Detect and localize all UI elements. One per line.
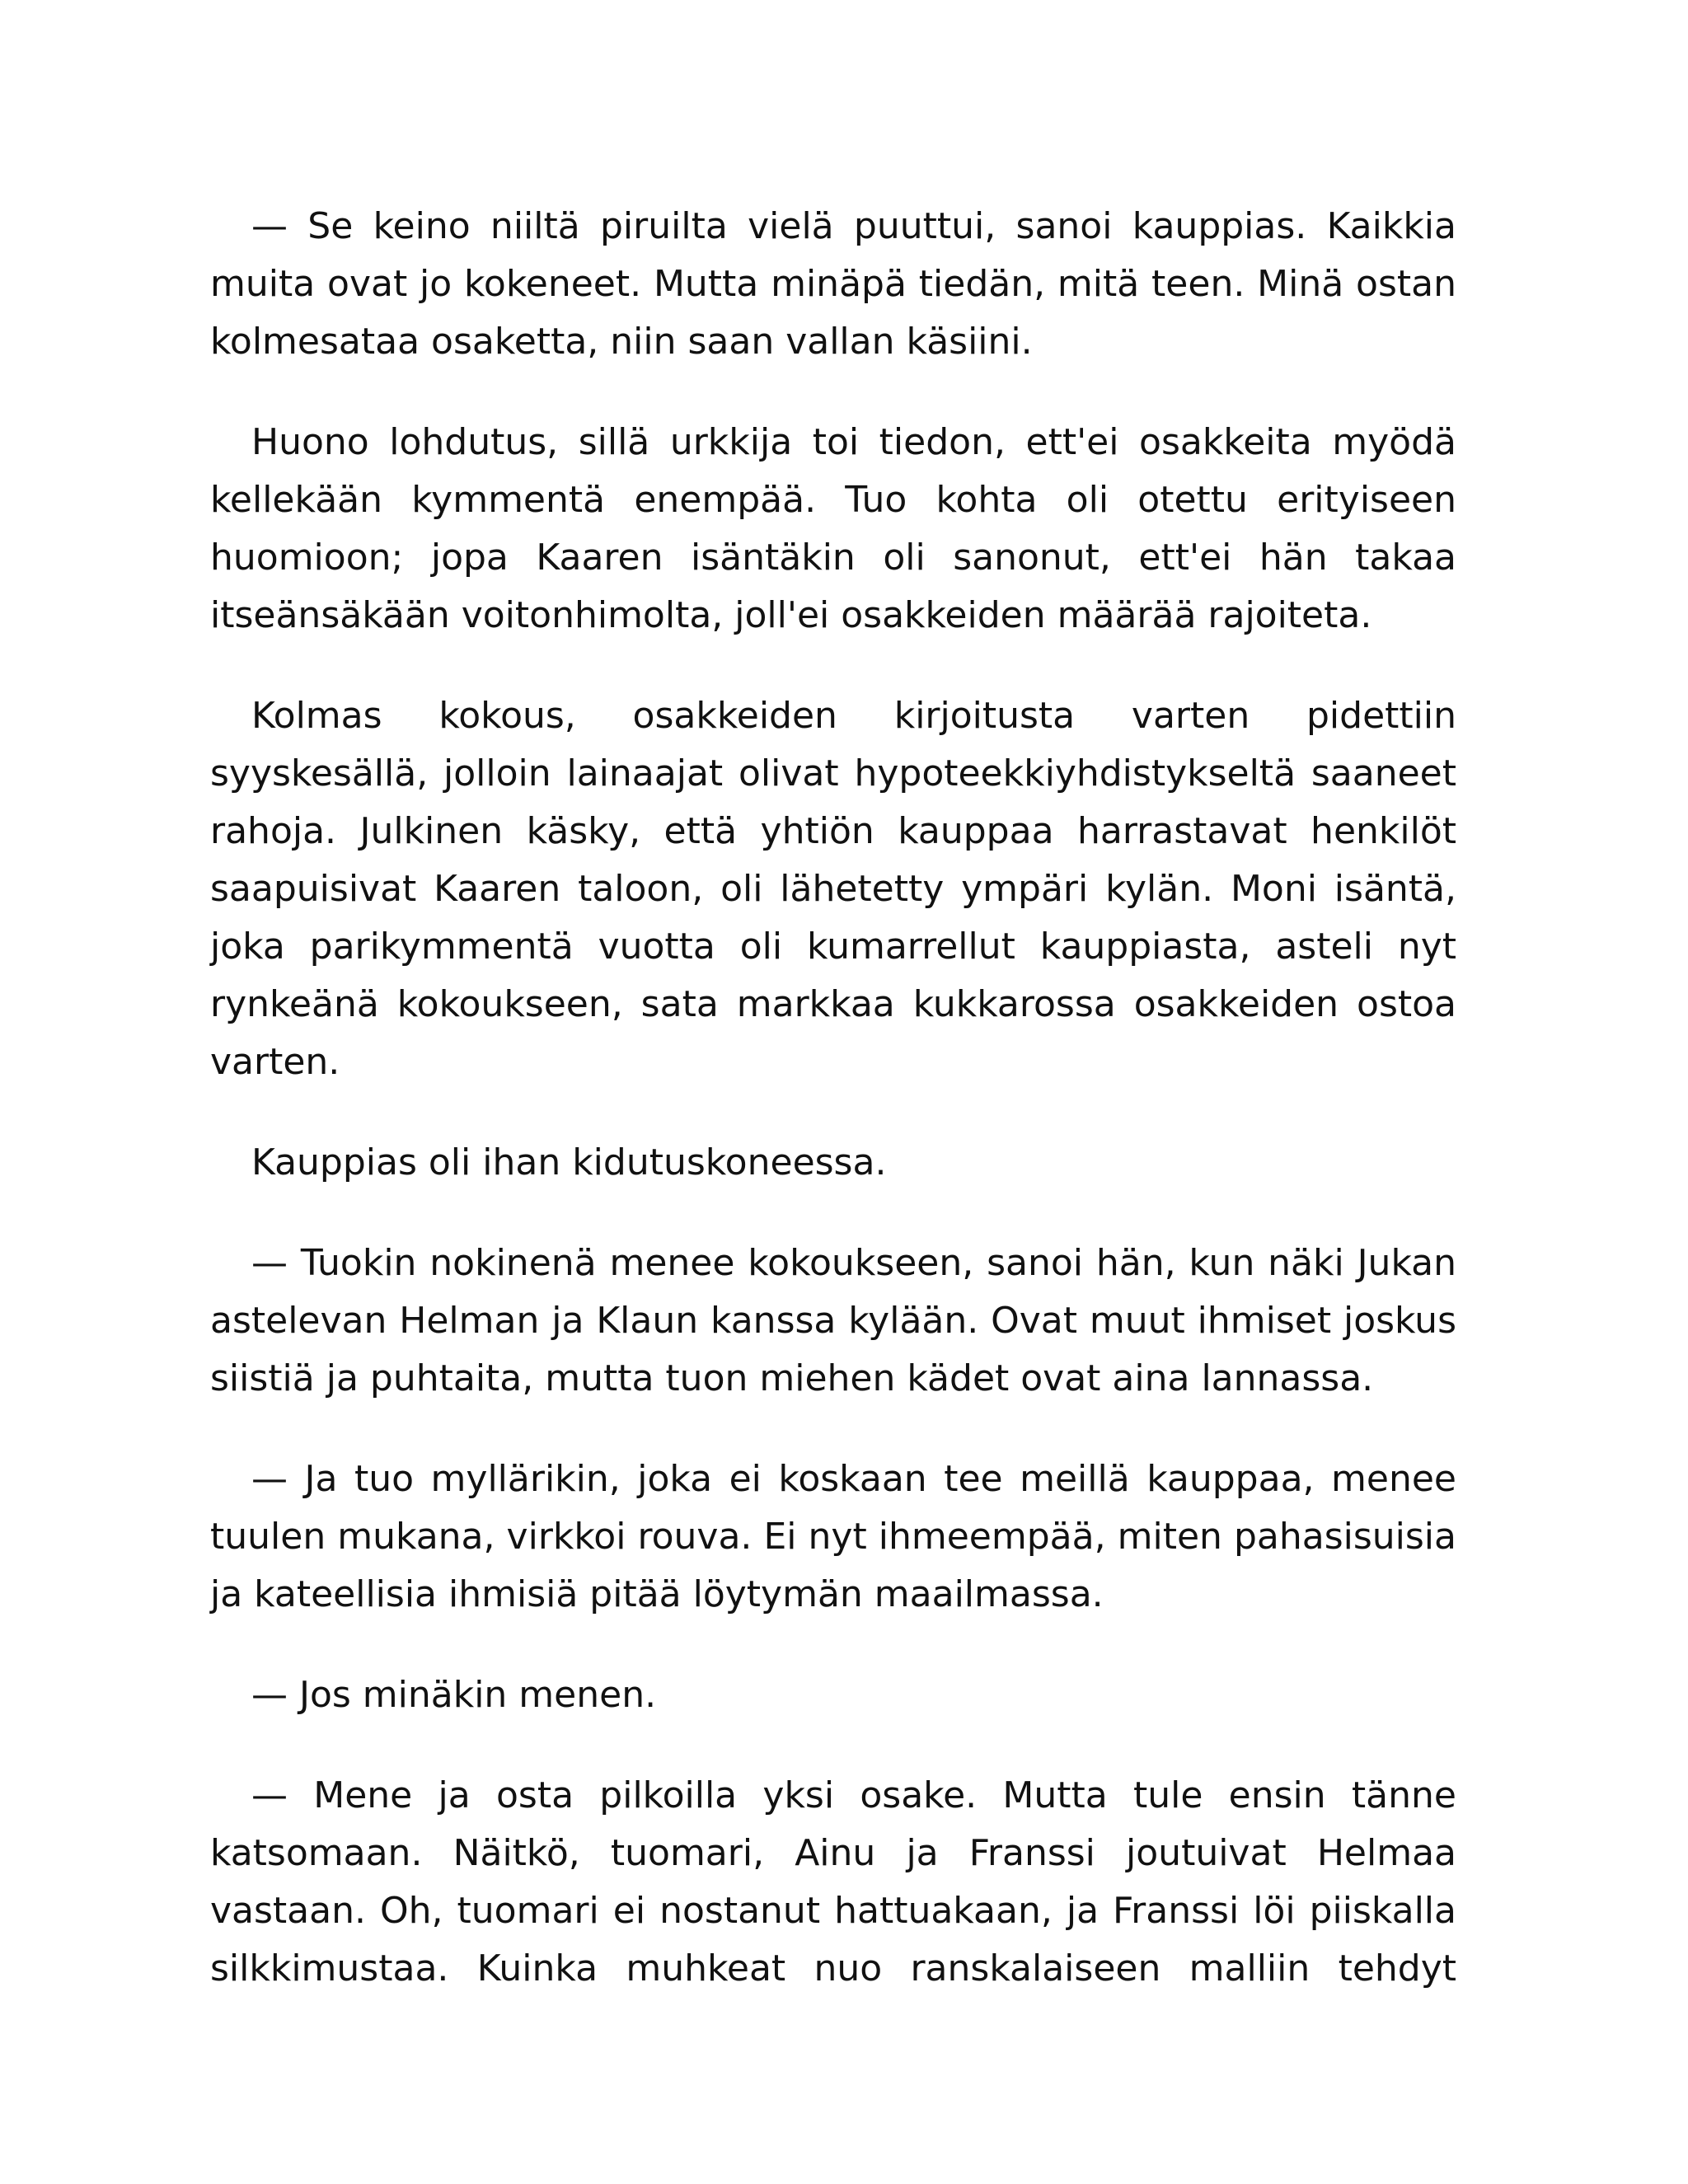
- paragraph-4: Kauppias oli ihan kidutuskoneessa.: [251, 1141, 887, 1183]
- document-page: [210, 198, 1456, 1998]
- paragraph-7: — Jos minäkin menen.: [251, 1674, 657, 1716]
- paragraph-5: — Tuokin nokinenä menee kokoukseen, sanoi hän, kun näki Jukan astelevan Helman ja Klaun kanssa kylään. Ovat muut ihmiset joskus siistiä ja puhtaita, mutta tuon miehen kädet ovat aina lannassa.: [210, 1242, 1456, 1399]
- paragraph-6: — Ja tuo myllärikin, joka ei koskaan tee meillä kauppaa, menee tuulen mukana, virkkoi rouva. Ei nyt ihmeempää, miten pahasisuisia ja kateellisia ihmisiä pitää löytymän maailmassa.: [210, 1458, 1456, 1615]
- paragraph-3: Kolmas kokous, osakkeiden kirjoitusta varten pidettiin syyskesällä, jolloin lainaajat olivat hypoteekkiyhdistykseltä saaneet rahoja. Julkinen käsky, että yhtiön kauppaa harrastavat henkilöt saapuisivat Kaaren taloon, oli lähetetty ympäri kylän. Moni isäntä, joka parikymmentä vuotta oli kumarrellut kauppiasta, asteli nyt rynkeänä kokoukseen, sata markkaa kukkarossa osakkeiden ostoa varten.: [210, 695, 1456, 1083]
- paragraph-2: Huono lohdutus, sillä urkkija toi tiedon, ett'ei osakkeita myödä kellekään kymmentä enempää. Tuo kohta oli otettu erityiseen huomioon; jopa Kaaren isäntäkin oli sanonut, ett'ei hän takaa itseänsäkään voitonhimolta, joll'ei osakkeiden määrää rajoiteta.: [210, 421, 1456, 636]
- paragraph-1: — Se keino niiltä piruilta vielä puuttui, sanoi kauppias. Kaikkia muita ovat jo kokeneet. Mutta minäpä tiedän, mitä teen. Minä ostan kolmesataa osaketta, niin saan vallan käsiini.: [210, 205, 1456, 363]
- paragraph-8: — Mene ja osta pilkoilla yksi osake. Mutta tule ensin tänne katsomaan. Näitkö, tuomari, Ainu ja Franssi joutuivat Helmaa vastaan. Oh, tuomari ei nostanut hattuakaan, ja Franssi löi piiskalla silkkimustaa. Kuinka muhkeat nuo ranskalaiseen malliin tehdyt: [210, 1774, 1456, 1990]
